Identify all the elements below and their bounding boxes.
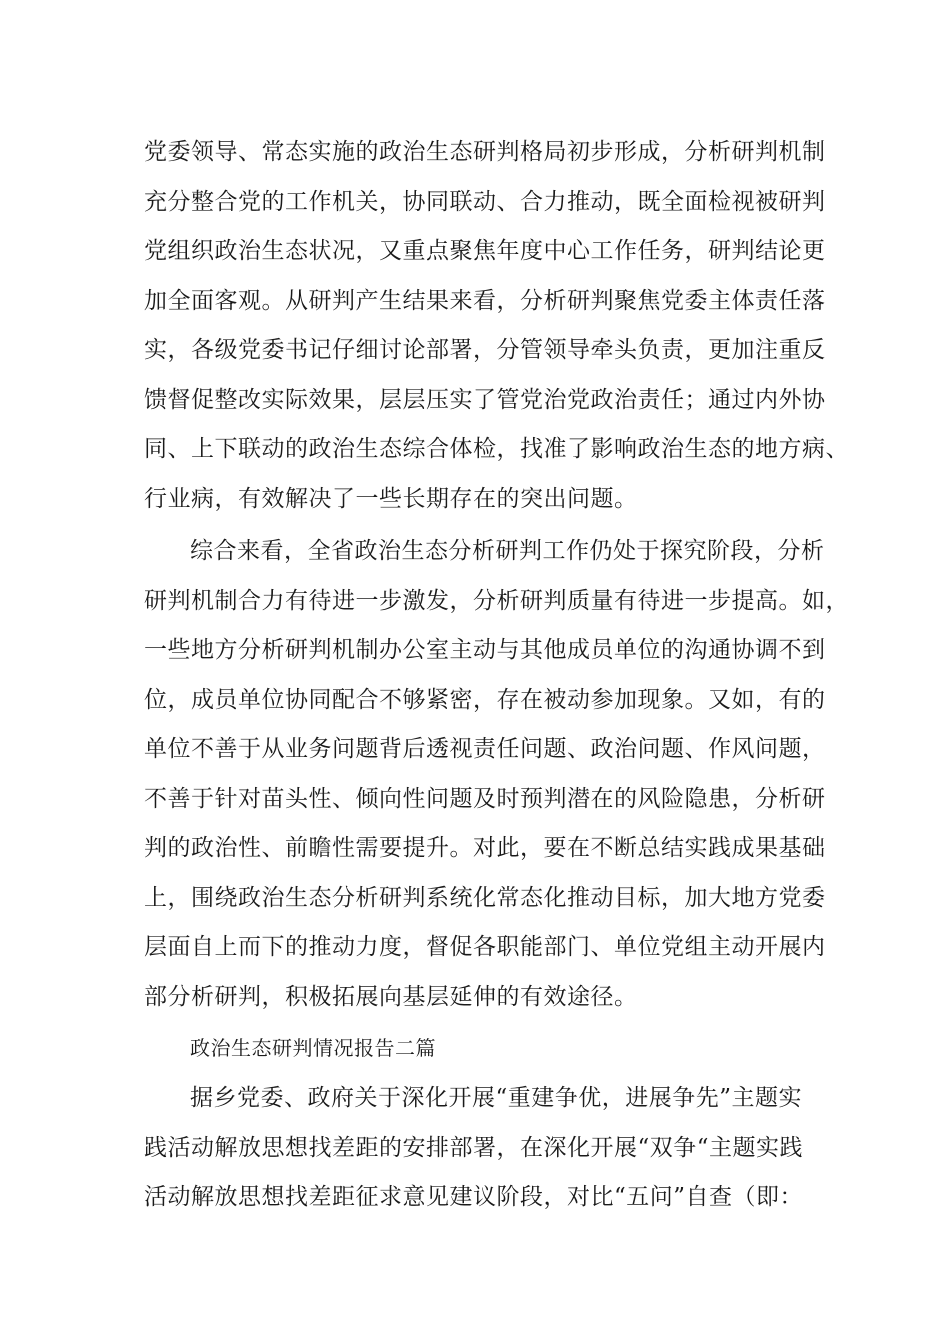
- text-line: 党委领导、常态实施的政治生态研判格局初步形成，分析研判机制: [144, 139, 826, 165]
- text-line: 部分析研判，积极拓展向基层延伸的有效途径。: [144, 984, 638, 1010]
- text-line: 判的政治性、前瞻性需要提升。对此，要在不断总结实践成果基础: [144, 835, 826, 861]
- paragraph-start: 据乡党委、政府关于深化开展“重建争优，进展争先”主题实: [190, 1085, 803, 1111]
- text-line: 加全面客观。从研判产生结果来看，分析研判聚焦党委主体责任落: [144, 288, 826, 314]
- text-line: 充分整合党的工作机关，协同联动、合力推动，既全面检视被研判: [144, 189, 826, 215]
- paragraph-start: 综合来看，全省政治生态分析研判工作仍处于探究阶段，分析: [190, 538, 825, 564]
- text-line: 单位不善于从业务问题背后透视责任问题、政治问题、作风问题，: [144, 736, 826, 762]
- text-line: 活动解放思想找差距征求意见建议阶段，对比“五问”自查（即：: [144, 1184, 804, 1210]
- text-line: 行业病，有效解决了一些长期存在的突出问题。: [144, 486, 638, 512]
- text-line: 一些地方分析研判机制办公室主动与其他成员单位的沟通协调不到: [144, 637, 826, 663]
- text-line: 位，成员单位协同配合不够紧密，存在被动参加现象。又如，有的: [144, 687, 826, 713]
- text-line: 党组织政治生态状况，又重点聚焦年度中心工作任务，研判结论更: [144, 238, 826, 264]
- text-line: 实，各级党委书记仔细讨论部署，分管领导牵头负责，更加注重反: [144, 337, 826, 363]
- text-line: 同、上下联动的政治生态综合体检，找准了影响政治生态的地方病、: [144, 436, 849, 462]
- text-line: 上，围绕政治生态分析研判系统化常态化推动目标，加大地方党委: [144, 885, 826, 911]
- text-line: 不善于针对苗头性、倾向性问题及时预判潜在的风险隐患，分析研: [144, 786, 826, 812]
- text-line: 研判机制合力有待进一步激发，分析研判质量有待进一步提高。如，: [144, 588, 849, 614]
- text-line: 层面自上而下的推动力度，督促各职能部门、单位党组主动开展内: [144, 934, 826, 960]
- section-heading: 政治生态研判情况报告二篇: [190, 1036, 436, 1060]
- text-line: 践活动解放思想找差距的安排部署，在深化开展“双争“主题实践: [144, 1135, 804, 1161]
- text-line: 馈督促整改实际效果，层层压实了管党治党政治责任；通过内外协: [144, 387, 826, 413]
